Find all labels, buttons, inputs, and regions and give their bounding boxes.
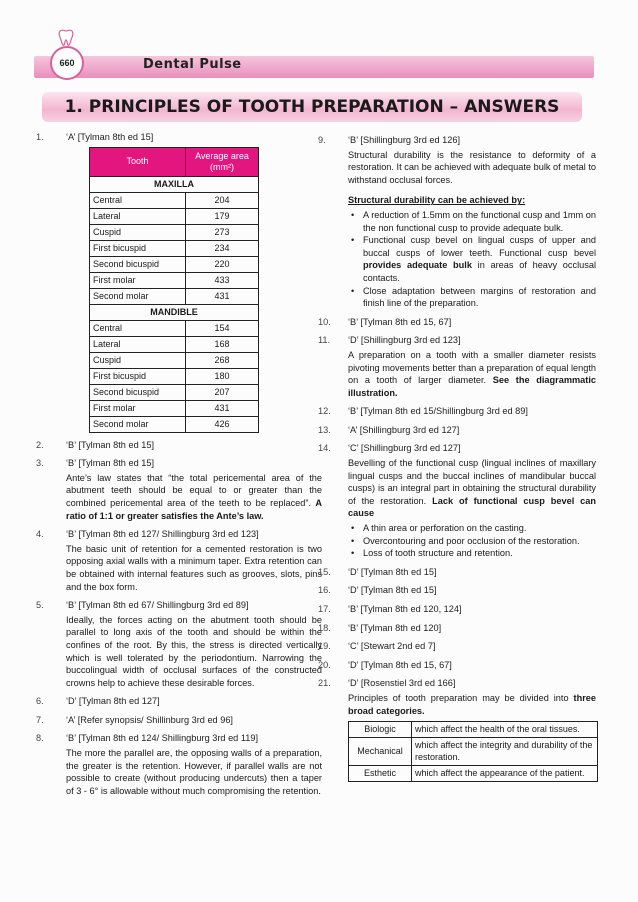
tooth-cell: First bicuspid: [90, 368, 186, 384]
bullet-list: [348, 209, 596, 310]
area-cell: 431: [186, 400, 259, 416]
answer-ref: ‘B’ [Tylman 8th ed 15/Shillingburg 3rd ed 89]: [348, 406, 528, 417]
category-desc: which affect the health of the oral tissues.: [412, 722, 598, 738]
answer-text: The more the parallel are, the opposing walls of a preparation, the greater is the retention. However, if parallel walls are not possible to create (without producing undercuts) then a taper of 3 - 6° is allowable without much compromising the retention.: [66, 748, 322, 796]
answer-bold: See the diagrammatic illustration.: [348, 375, 597, 398]
answer-number: 7.: [36, 714, 44, 725]
area-cell: 179: [186, 208, 259, 224]
bullet-text: in areas of heavy occlusal contacts.: [363, 260, 596, 283]
answer-number: 9.: [318, 135, 326, 145]
table-row: [349, 722, 598, 738]
answer-number: 1.: [36, 132, 44, 142]
answer-text: A preparation on a tooth with a smaller diameter resists pivoting movements better than a preparation of equal length on a tooth of larger diameter.: [348, 349, 596, 386]
page-number: 660: [50, 46, 84, 80]
table-section-mandible: MANDIBLE: [90, 304, 259, 320]
table-row: [90, 352, 259, 368]
table-row: [90, 256, 259, 272]
answer-ref: ‘D’ [Rosenstiel 3rd ed 166]: [348, 678, 456, 689]
answer-text: Ideally, the forces acting on the abutment tooth should be parallel to long axis of the tooth and should be within the confines of the root. By this, the stress is directed vertically which is well tolerated by the periodontium. Narrowing the buccolingual width of occlusal surfaces of the constructed crowns help to achieve these desirable forces.: [66, 614, 322, 688]
answer-17: [318, 603, 596, 616]
answer-18: [318, 622, 596, 635]
table-row: [349, 737, 598, 765]
answer-number: 20.: [318, 659, 331, 670]
category-desc: which affect the integrity and durability of the restoration.: [412, 737, 598, 765]
answer-3: [36, 457, 322, 522]
answer-9: [318, 134, 596, 310]
table-row: [90, 288, 259, 304]
list-item: [360, 234, 596, 284]
table-row: [90, 208, 259, 224]
answer-ref: ‘D’ [Tylman 8th ed 127]: [66, 696, 160, 707]
category-name: Mechanical: [349, 737, 412, 765]
answer-21: [318, 677, 596, 781]
answer-20: [318, 659, 596, 672]
answer-number: 5.: [36, 600, 44, 611]
answer-15: [318, 566, 596, 579]
answer-6: [36, 695, 322, 708]
answer-number: 15.: [318, 566, 331, 577]
answer-number: 17.: [318, 604, 331, 614]
table-row: [349, 765, 598, 781]
answer-ref: ‘A’ [Tylman 8th ed 15]: [66, 132, 154, 142]
answer-ref: ‘B’ [Tylman 8th ed 120, 124]: [348, 604, 462, 614]
answer-1: [36, 131, 322, 433]
tooth-cell: First molar: [90, 272, 186, 288]
answer-ref: ‘B’ [Tylman 8th ed 15, 67]: [348, 316, 452, 327]
header-band: [34, 56, 594, 78]
table-section-maxilla: MAXILLA: [90, 176, 259, 192]
answer-13: [318, 424, 596, 437]
tooth-cell: Second molar: [90, 288, 186, 304]
answer-bold: three broad categories.: [348, 692, 596, 716]
answer-ref: ‘B’ [Tylman 8th ed 120]: [348, 622, 442, 633]
category-name: Esthetic: [349, 765, 412, 781]
answer-16: [318, 584, 596, 597]
answer-ref: ‘A’ [Shillingburg 3rd ed 127]: [348, 424, 460, 435]
answer-text: Bevelling of the functional cusp (lingual inclines of maxillary lingual cusps and the buccal inclines of mandibular buccal cusps) is an integral part in obtaining the structural durability of the restoration.: [348, 458, 596, 506]
tooth-cell: Cuspid: [90, 224, 186, 240]
tooth-cell: Central: [90, 192, 186, 208]
list-item: • A thin area or perforation on the casting.: [360, 522, 596, 535]
table-row: [90, 272, 259, 288]
answer-ref: ‘B’ [Tylman 8th ed 15]: [66, 458, 155, 469]
answer-ref: ‘B’ [Tylman 8th ed 127/ Shillingburg 3rd ed 123]: [66, 529, 259, 540]
answer-number: 16.: [318, 585, 331, 596]
answer-number: 3.: [36, 458, 44, 469]
area-cell: 204: [186, 192, 259, 208]
answer-number: 11.: [318, 335, 331, 346]
answer-number: 4.: [36, 529, 44, 540]
answer-8: [36, 732, 322, 797]
area-cell: 220: [186, 256, 259, 272]
list-item: • Close adaptation between margins of restoration and finish line of the preparation.: [360, 285, 596, 310]
table-row: [90, 192, 259, 208]
answer-subheading: Structural durability can be achieved by:: [348, 195, 526, 206]
answer-text: The basic unit of retention for a cemented restoration is two opposing axial walls with a minimum taper. Extra retention can be obtained with internal features such as grooves, slots, pins and the box form.: [66, 543, 322, 592]
tooth-cell: Lateral: [90, 208, 186, 224]
tooth-cell: First molar: [90, 400, 186, 416]
area-cell: 268: [186, 352, 259, 368]
right-column: [318, 134, 596, 788]
area-cell: 180: [186, 368, 259, 384]
answer-5: [36, 599, 322, 689]
tooth-cell: Second bicuspid: [90, 384, 186, 400]
answer-12: [318, 405, 596, 418]
bullet-list: [348, 522, 596, 560]
answer-ref: ‘D’ [Tylman 8th ed 15]: [348, 585, 437, 596]
area-cell: 207: [186, 384, 259, 400]
answer-number: 10.: [318, 316, 331, 327]
list-item: • Loss of tooth structure and retention.: [360, 547, 596, 560]
list-item: • Overcontouring and poor occlusion of the restoration.: [360, 535, 596, 548]
answer-10: [318, 316, 596, 329]
tooth-cell: First bicuspid: [90, 240, 186, 256]
answer-ref: ‘B’ [Tylman 8th ed 67/ Shillingburg 3rd ed 89]: [66, 600, 249, 611]
answer-number: 14.: [318, 443, 331, 454]
answer-7: [36, 714, 322, 727]
pericemental-area-table: [89, 147, 259, 433]
answer-number: 2.: [36, 439, 44, 450]
answer-text: Structural durability is the resistance to deformity of a restoration. It can be achieved with adequate bulk of metal to withstand occlusal forces.: [348, 149, 596, 185]
tooth-icon: [56, 28, 76, 48]
tooth-cell: Lateral: [90, 336, 186, 352]
answer-19: [318, 640, 596, 653]
table-row: [90, 240, 259, 256]
category-desc: which affect the appearance of the patient.: [412, 765, 598, 781]
answer-number: 8.: [36, 733, 44, 744]
answer-number: 18.: [318, 622, 331, 633]
table-row: [90, 416, 259, 432]
area-cell: 273: [186, 224, 259, 240]
bullet-text: Functional cusp bevel on lingual cusps of upper and buccal cusps of lower teeth. Functional cusp bevel: [363, 235, 596, 258]
answer-ref: ‘C’ [Stewart 2nd ed 7]: [348, 641, 436, 652]
answer-number: 6.: [36, 696, 44, 707]
table-row: [90, 224, 259, 240]
answer-ref: ‘B’ [Tylman 8th ed 15]: [66, 439, 155, 450]
area-cell: 168: [186, 336, 259, 352]
table-header-area: Average area (mm²): [186, 147, 259, 176]
answer-14: [318, 442, 596, 559]
left-column: [36, 131, 322, 803]
tooth-cell: Cuspid: [90, 352, 186, 368]
answer-bold: A ratio of 1:1 or greater satisfies the Ante’s law.: [66, 497, 322, 521]
answer-11: [318, 334, 596, 399]
answer-2: [36, 439, 322, 452]
answer-ref: ‘B’ [Tylman 8th ed 124/ Shillingburg 3rd ed 119]: [66, 733, 259, 744]
area-cell: 426: [186, 416, 259, 432]
table-header-tooth: Tooth: [90, 147, 186, 176]
page-title: 1. PRINCIPLES OF TOOTH PREPARATION – ANSWERS: [64, 97, 560, 117]
category-name: Biologic: [349, 722, 412, 738]
tooth-cell: Second molar: [90, 416, 186, 432]
tooth-cell: Central: [90, 320, 186, 336]
answer-number: 19.: [318, 641, 331, 652]
table-row: [90, 336, 259, 352]
answer-ref: ‘D’ [Tylman 8th ed 15]: [348, 566, 437, 577]
journal-title: Dental Pulse: [143, 57, 242, 72]
area-cell: 234: [186, 240, 259, 256]
answer-ref: ‘D’ [Shillingburg 3rd ed 123]: [348, 335, 461, 346]
answer-4: [36, 528, 322, 593]
table-row: [90, 320, 259, 336]
table-row: [90, 384, 259, 400]
answer-bold: Lack of functional cusp bevel can cause: [348, 495, 596, 519]
table-row: [90, 368, 259, 384]
tooth-cell: Second bicuspid: [90, 256, 186, 272]
area-cell: 154: [186, 320, 259, 336]
answer-ref: ‘C’ [Shillingburg 3rd ed 127]: [348, 443, 461, 454]
answer-number: 12.: [318, 406, 331, 417]
table-row: [90, 400, 259, 416]
area-cell: 431: [186, 288, 259, 304]
list-item: • A reduction of 1.5mm on the functional cusp and 1mm on the non functional cusp to provide adequate bulk.: [360, 209, 596, 234]
answer-ref: ‘D’ [Tylman 8th ed 15, 67]: [348, 659, 452, 670]
answer-text: Principles of tooth preparation may be divided into: [348, 692, 569, 703]
answer-ref: ‘B’ [Shillingburg 3rd ed 126]: [348, 135, 461, 145]
area-cell: 433: [186, 272, 259, 288]
answer-ref: ‘A’ [Refer synopsis/ Shillinburg 3rd ed 96]: [66, 714, 233, 725]
answer-number: 21.: [318, 678, 331, 689]
bullet-bold: provides adequate bulk: [363, 260, 472, 271]
answer-text: Ante’s law states that “the total pericemental area of the abutment teeth should be equal to or greater than the combined pericemental area of the teeth to be replaced”.: [66, 472, 322, 508]
answer-number: 13.: [318, 424, 331, 435]
categories-table: [348, 721, 598, 781]
